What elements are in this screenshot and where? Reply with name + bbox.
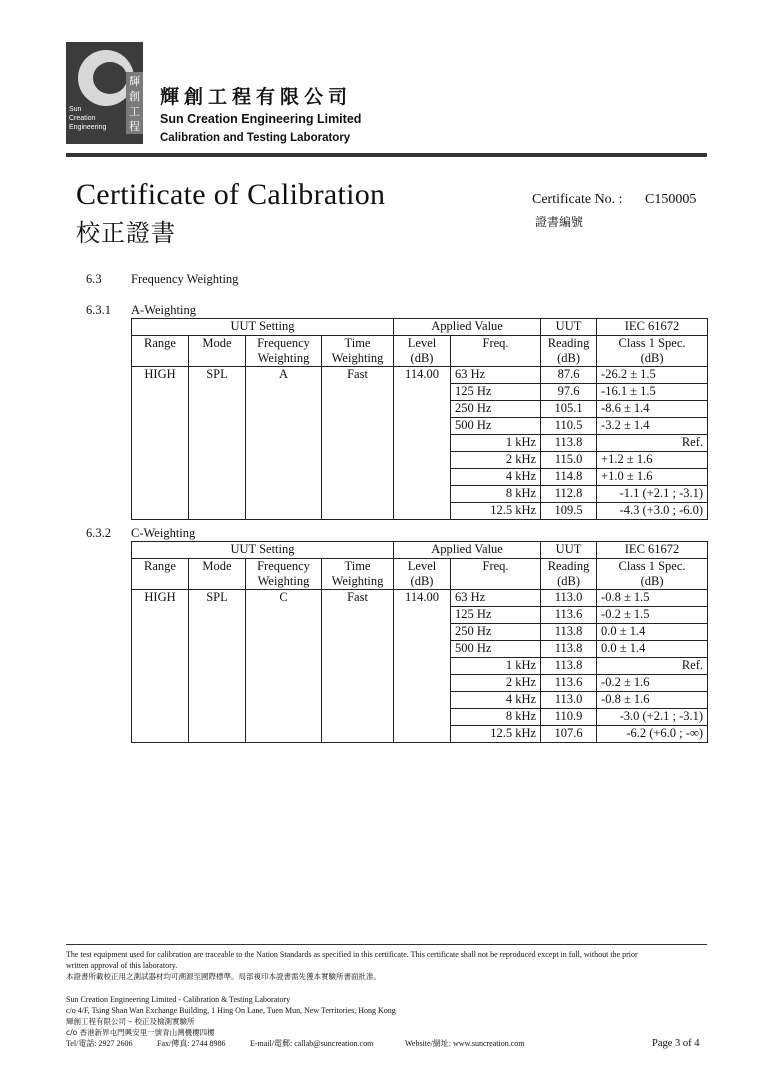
header-iec: IEC 61672 — [597, 542, 708, 559]
header-frequency-weighting — [246, 336, 322, 367]
cell-freq: 125 Hz — [451, 384, 541, 401]
cell-spec: -8.6 ± 1.4 — [597, 401, 708, 418]
cell-spec: -3.2 ± 1.4 — [597, 418, 708, 435]
cell-level: 114.00 — [394, 367, 451, 520]
footer-tel: Tel/電話: 2927 2606 — [66, 1039, 133, 1048]
footer-website: Website/網址: www.suncreation.com — [405, 1039, 525, 1048]
header-freq: Freq. — [451, 336, 541, 367]
cell-spec: Ref. — [597, 658, 708, 675]
header-divider — [66, 153, 707, 157]
cell-reading: 113.8 — [541, 624, 597, 641]
footer-divider — [66, 944, 707, 945]
certificate-number-value: C150005 — [645, 192, 697, 207]
header-mode: Mode — [189, 559, 246, 590]
cell-freq: 4 kHz — [451, 692, 541, 709]
cell-spec: -3.0 (+2.1 ; -3.1) — [597, 709, 708, 726]
header-line: Reading — [547, 559, 590, 573]
cell-freq: 1 kHz — [451, 435, 541, 452]
logo-ring-cutout — [93, 62, 127, 94]
header-time-weighting — [322, 559, 394, 590]
header-line: (dB) — [410, 351, 434, 365]
header-line: Time — [344, 559, 371, 573]
header-line: Reading — [547, 336, 590, 350]
header-line: Weighting — [331, 351, 384, 365]
cell-spec: -4.3 (+3.0 ; -6.0) — [597, 503, 708, 520]
header-line: Level — [407, 336, 437, 350]
page-number: Page 3 of 4 — [652, 1038, 700, 1049]
logo-en-line: Engineering — [69, 124, 107, 131]
logo-en-text — [69, 105, 125, 132]
header-line: Time — [344, 336, 371, 350]
header-uut: UUT — [541, 319, 597, 336]
footer-disclaimer: The test equipment used for calibration are traceable to the Nation Standards as specified in this certificate. This certificate shall not be reproduced except in full, without the prior — [66, 950, 638, 959]
cell-spec: -0.8 ± 1.6 — [597, 692, 708, 709]
cell-freq: 250 Hz — [451, 401, 541, 418]
footer-address-cn: 輝創工程有限公司 – 校正及檢測實驗所 — [66, 1017, 195, 1026]
header-line: (dB) — [640, 351, 664, 365]
cell-weighting: C — [246, 590, 322, 743]
cell-reading: 110.5 — [541, 418, 597, 435]
company-logo — [66, 42, 143, 144]
cell-spec: +1.2 ± 1.6 — [597, 452, 708, 469]
cell-spec: -0.8 ± 1.5 — [597, 590, 708, 607]
cell-reading: 105.1 — [541, 401, 597, 418]
company-name-en: Sun Creation Engineering Limited — [160, 112, 362, 126]
subsection-title: C-Weighting — [131, 526, 196, 540]
logo-cn-char: 工 — [129, 105, 140, 118]
cell-freq: 8 kHz — [451, 709, 541, 726]
certificate-number-label: Certificate No. : — [532, 192, 623, 207]
cell-spec: -6.2 (+6.0 ; -∞) — [597, 726, 708, 743]
cell-freq: 63 Hz — [451, 590, 541, 607]
footer-address-line: c/o 4/F, Tsing Shan Wan Exchange Building, 1 Hing On Lane, Tuen Mun, New Territories, Hong Kong — [66, 1006, 396, 1015]
cell-reading: 113.6 — [541, 607, 597, 624]
footer-address-cn: c/o 香港新界屯門興安里一號青山灣機樓四樓 — [66, 1028, 215, 1037]
header-line: Level — [407, 559, 437, 573]
header-line: (dB) — [557, 351, 580, 365]
c-weighting-table — [131, 541, 708, 743]
cell-reading: 112.8 — [541, 486, 597, 503]
cell-reading: 113.0 — [541, 590, 597, 607]
cell-reading: 114.8 — [541, 469, 597, 486]
header-applied-value: Applied Value — [394, 319, 541, 336]
cell-spec: +1.0 ± 1.6 — [597, 469, 708, 486]
cell-reading: 113.8 — [541, 641, 597, 658]
cell-time: Fast — [322, 367, 394, 520]
cell-reading: 115.0 — [541, 452, 597, 469]
cell-spec: 0.0 ± 1.4 — [597, 641, 708, 658]
header-frequency-weighting — [246, 559, 322, 590]
header-line: Weighting — [257, 351, 310, 365]
a-weighting-table — [131, 318, 708, 520]
cell-reading: 110.9 — [541, 709, 597, 726]
certificate-number-label-cn: 證書編號 — [535, 215, 584, 229]
company-name-cn: 輝創工程有限公司 — [160, 86, 353, 108]
cell-range: HIGH — [132, 367, 189, 520]
cell-spec: -0.2 ± 1.5 — [597, 607, 708, 624]
logo-en-line: Creation — [69, 115, 96, 122]
cell-reading: 87.6 — [541, 367, 597, 384]
header-applied-value: Applied Value — [394, 542, 541, 559]
cell-reading: 113.8 — [541, 435, 597, 452]
cell-freq: 12.5 kHz — [451, 503, 541, 520]
cell-freq: 2 kHz — [451, 675, 541, 692]
cell-freq: 250 Hz — [451, 624, 541, 641]
logo-cn-char: 輝 — [129, 75, 140, 88]
footer-disclaimer-cont: written approval of this laboratory. — [66, 961, 178, 970]
header-iec: IEC 61672 — [597, 319, 708, 336]
header-class-spec — [597, 336, 708, 367]
cell-spec: -16.1 ± 1.5 — [597, 384, 708, 401]
header-level — [394, 336, 451, 367]
cell-weighting: A — [246, 367, 322, 520]
cell-reading: 97.6 — [541, 384, 597, 401]
header-line: (dB) — [410, 574, 434, 588]
header-uut-setting: UUT Setting — [132, 319, 394, 336]
header-freq: Freq. — [451, 559, 541, 590]
cell-freq: 2 kHz — [451, 452, 541, 469]
header-line: Frequency — [257, 336, 310, 350]
logo-cn-char: 程 — [129, 120, 140, 133]
cell-freq: 63 Hz — [451, 367, 541, 384]
header-mode: Mode — [189, 336, 246, 367]
cell-freq: 500 Hz — [451, 641, 541, 658]
header-level — [394, 559, 451, 590]
header-reading — [541, 336, 597, 367]
section-title: Frequency Weighting — [131, 272, 239, 286]
header-line: Class 1 Spec. — [618, 559, 686, 573]
cell-freq: 1 kHz — [451, 658, 541, 675]
header-reading — [541, 559, 597, 590]
cell-mode: SPL — [189, 367, 246, 520]
cell-freq: 4 kHz — [451, 469, 541, 486]
subsection-title: A-Weighting — [131, 303, 196, 317]
cell-reading: 109.5 — [541, 503, 597, 520]
lab-name: Calibration and Testing Laboratory — [160, 132, 351, 144]
cell-spec: 0.0 ± 1.4 — [597, 624, 708, 641]
subsection-number: 6.3.1 — [86, 303, 111, 317]
footer-fax: Fax/傳真: 2744 8986 — [157, 1039, 226, 1048]
cell-range: HIGH — [132, 590, 189, 743]
subsection-number: 6.3.2 — [86, 526, 111, 540]
certificate-title: Certificate of Calibration — [76, 178, 386, 211]
cell-time: Fast — [322, 590, 394, 743]
certificate-title-cn: 校正證書 — [76, 219, 176, 247]
header-line: Frequency — [257, 559, 310, 573]
logo-en-line: Sun — [69, 106, 82, 113]
header-uut: UUT — [541, 542, 597, 559]
header-class-spec — [597, 559, 708, 590]
cell-reading: 113.0 — [541, 692, 597, 709]
footer-email: E-mail/電郵: callab@suncreation.com — [250, 1039, 374, 1048]
header-range: Range — [132, 336, 189, 367]
footer-address-line: Sun Creation Engineering Limited - Calibration & Testing Laboratory — [66, 995, 291, 1004]
cell-level: 114.00 — [394, 590, 451, 743]
cell-spec: Ref. — [597, 435, 708, 452]
logo-cn-text — [126, 72, 143, 134]
logo-cn-char: 創 — [129, 90, 140, 103]
cell-mode: SPL — [189, 590, 246, 743]
section-number: 6.3 — [86, 272, 102, 286]
cell-spec: -26.2 ± 1.5 — [597, 367, 708, 384]
header-line: Weighting — [331, 574, 384, 588]
table-row — [132, 367, 708, 384]
header-uut-setting: UUT Setting — [132, 542, 394, 559]
footer-disclaimer-cn: 本證書所載校正用之測試器材均可溯源至國際標準。局部複印本證書需先獲本實驗所書面批准。 — [66, 972, 381, 981]
cell-spec: -0.2 ± 1.6 — [597, 675, 708, 692]
cell-freq: 500 Hz — [451, 418, 541, 435]
header-range: Range — [132, 559, 189, 590]
cell-reading: 113.8 — [541, 658, 597, 675]
cell-freq: 8 kHz — [451, 486, 541, 503]
header-line: Weighting — [257, 574, 310, 588]
header-line: Class 1 Spec. — [618, 336, 686, 350]
cell-freq: 12.5 kHz — [451, 726, 541, 743]
cell-reading: 107.6 — [541, 726, 597, 743]
header-time-weighting — [322, 336, 394, 367]
cell-freq: 125 Hz — [451, 607, 541, 624]
header-line: (dB) — [557, 574, 580, 588]
header-line: (dB) — [640, 574, 664, 588]
cell-reading: 113.6 — [541, 675, 597, 692]
table-row — [132, 590, 708, 607]
cell-spec: -1.1 (+2.1 ; -3.1) — [597, 486, 708, 503]
